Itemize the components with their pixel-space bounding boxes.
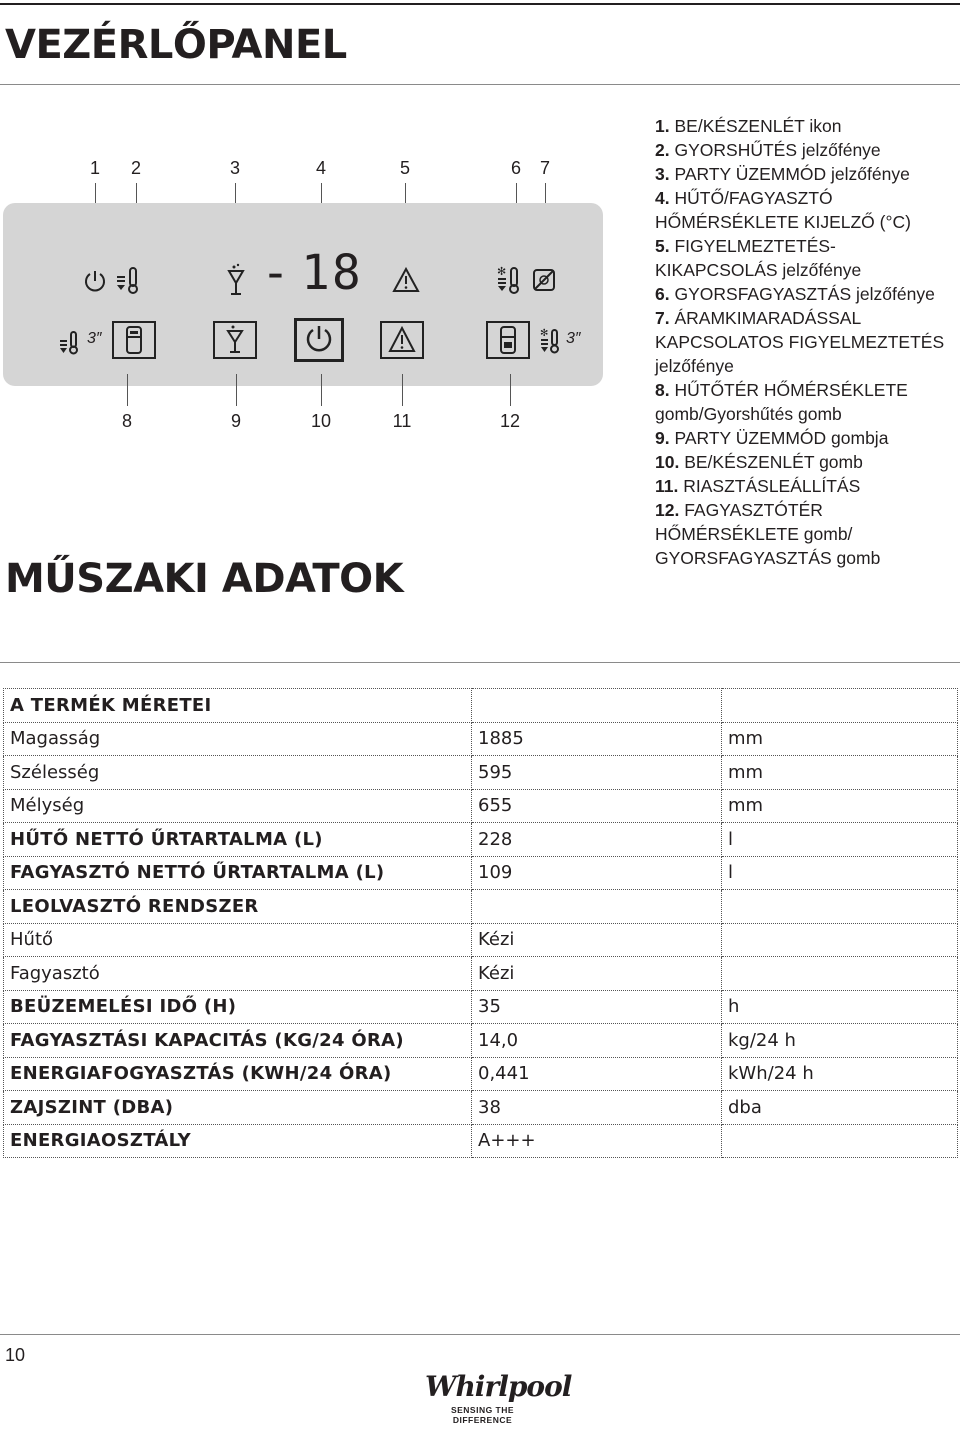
table-row bbox=[4, 722, 958, 756]
table-row bbox=[4, 923, 958, 957]
table-row bbox=[4, 856, 958, 890]
callout-number-8: 8 bbox=[121, 411, 132, 431]
callout-number-2: 2 bbox=[130, 158, 141, 178]
alarm-stop-button[interactable] bbox=[380, 321, 424, 359]
fast-cool-icon bbox=[115, 265, 145, 295]
power-icon bbox=[83, 269, 107, 293]
party-glass-icon bbox=[225, 263, 247, 297]
leader-line-8 bbox=[127, 374, 128, 406]
spec-value: 1885 bbox=[472, 722, 722, 756]
table-row bbox=[4, 789, 958, 823]
legend-item: 3. PARTY ÜZEMMÓD jelzőfénye bbox=[655, 164, 910, 184]
spec-unit: kWh/24 h bbox=[722, 1057, 958, 1091]
legend-item: 7. ÁRAMKIMARADÁSSAL KAPCSOLATOS FIGYELMEZTETÉS jelzőfénye bbox=[655, 308, 945, 376]
spec-label: FAGYASZTÁSI KAPACITÁS (KG/24 ÓRA) bbox=[4, 1024, 472, 1058]
temperature-display: 18 bbox=[301, 245, 363, 301]
spec-label: ENERGIAFOGYASZTÁS (KWH/24 ÓRA) bbox=[4, 1057, 472, 1091]
spec-label: HŰTŐ NETTÓ ŰRTARTALMA (L) bbox=[4, 823, 472, 857]
spec-value bbox=[472, 689, 722, 723]
spec-value bbox=[472, 890, 722, 924]
control-panel-heading: VEZÉRLŐPANEL bbox=[5, 22, 347, 68]
spec-unit bbox=[722, 689, 958, 723]
power-standby-button[interactable] bbox=[294, 318, 344, 362]
spec-unit bbox=[722, 890, 958, 924]
table-row bbox=[4, 823, 958, 857]
spec-unit: dba bbox=[722, 1091, 958, 1125]
legend-item: 4. HŰTŐ/FAGYASZTÓ HŐMÉRSÉKLETE KIJELZŐ (°C) bbox=[655, 188, 911, 232]
control-panel bbox=[3, 203, 603, 386]
legend-item: 10. BE/KÉSZENLÉT gomb bbox=[655, 452, 863, 472]
callout-number-11: 11 bbox=[392, 411, 412, 431]
callout-number-5: 5 bbox=[399, 158, 410, 178]
table-row bbox=[4, 957, 958, 991]
spec-value: 595 bbox=[472, 756, 722, 790]
spec-value: A+++ bbox=[472, 1124, 722, 1158]
spec-unit: mm bbox=[722, 756, 958, 790]
page-number: 10 bbox=[5, 1345, 26, 1365]
table-row bbox=[4, 990, 958, 1024]
panel-legend bbox=[655, 114, 955, 570]
whirlpool-logo bbox=[425, 1370, 572, 1425]
temperature-display-dash: - bbox=[261, 245, 292, 301]
heading-rule bbox=[0, 84, 960, 85]
legend-item: 6. GYORSFAGYASZTÁS jelzőfénye bbox=[655, 284, 935, 304]
spec-value: 35 bbox=[472, 990, 722, 1024]
spec-value: Kézi bbox=[472, 957, 722, 991]
spec-unit bbox=[722, 1124, 958, 1158]
leader-line-10 bbox=[321, 374, 322, 406]
legend-item: 1. BE/KÉSZENLÉT ikon bbox=[655, 116, 842, 136]
leader-line-9 bbox=[236, 374, 237, 406]
callout-number-9: 9 bbox=[230, 411, 241, 431]
party-mode-button[interactable] bbox=[213, 321, 257, 359]
table-row bbox=[4, 1057, 958, 1091]
spec-label: A TERMÉK MÉRETEI bbox=[4, 689, 472, 723]
spec-label: Magasság bbox=[4, 722, 472, 756]
freezer-timer-label: 3″ bbox=[566, 330, 581, 347]
spec-value: 38 bbox=[472, 1091, 722, 1125]
legend-item: 8. HŰTŐTÉR HŐMÉRSÉKLETE gomb/Gyorshűtés gomb bbox=[655, 380, 908, 424]
fridge-timer-icon bbox=[59, 329, 85, 355]
legend-item: 2. GYORSHŰTÉS jelzőfénye bbox=[655, 140, 881, 160]
spec-label: Hűtő bbox=[4, 923, 472, 957]
table-row bbox=[4, 1124, 958, 1158]
legend-item: 9. PARTY ÜZEMMÓD gombja bbox=[655, 428, 889, 448]
spec-label: LEOLVASZTÓ RENDSZER bbox=[4, 890, 472, 924]
legend-item: 5. FIGYELMEZTETÉS-KIKAPCSOLÁS jelzőfénye bbox=[655, 236, 862, 280]
technical-data-heading: MŰSZAKI ADATOK bbox=[5, 556, 404, 602]
spec-unit: mm bbox=[722, 789, 958, 823]
table-row bbox=[4, 1091, 958, 1125]
spec-label: FAGYASZTÓ NETTÓ ŰRTARTALMA (L) bbox=[4, 856, 472, 890]
svg-text:✻: ✻ bbox=[540, 328, 549, 339]
fast-freeze-icon bbox=[496, 265, 526, 295]
spec-unit: l bbox=[722, 823, 958, 857]
power-failure-icon bbox=[532, 268, 556, 292]
spec-value: 0,441 bbox=[472, 1057, 722, 1091]
callout-number-3: 3 bbox=[229, 158, 240, 178]
top-rule bbox=[0, 3, 960, 5]
spec-value: 655 bbox=[472, 789, 722, 823]
table-row bbox=[4, 756, 958, 790]
logo-tagline: SENSING THE DIFFERENCE bbox=[450, 1405, 515, 1425]
table-row bbox=[4, 1024, 958, 1058]
fridge-temperature-button[interactable] bbox=[112, 321, 156, 359]
callout-number-6: 6 bbox=[510, 158, 521, 178]
section-rule bbox=[0, 662, 960, 663]
freezer-temperature-button[interactable] bbox=[486, 321, 530, 359]
spec-value: 14,0 bbox=[472, 1024, 722, 1058]
spec-table bbox=[3, 688, 958, 1158]
svg-text:✻: ✻ bbox=[497, 265, 507, 278]
spec-label: ENERGIAOSZTÁLY bbox=[4, 1124, 472, 1158]
callout-number-12: 12 bbox=[499, 411, 521, 431]
spec-unit: l bbox=[722, 856, 958, 890]
callout-number-7: 7 bbox=[539, 158, 550, 178]
spec-unit: h bbox=[722, 990, 958, 1024]
spec-unit bbox=[722, 923, 958, 957]
callout-number-10: 10 bbox=[310, 411, 332, 431]
table-row bbox=[4, 689, 958, 723]
freezer-timer-icon bbox=[540, 327, 566, 355]
footer-rule bbox=[0, 1334, 960, 1335]
leader-line-12 bbox=[510, 374, 511, 406]
spec-label: Fagyasztó bbox=[4, 957, 472, 991]
spec-unit bbox=[722, 957, 958, 991]
spec-unit: kg/24 h bbox=[722, 1024, 958, 1058]
spec-unit: mm bbox=[722, 722, 958, 756]
fridge-timer-label: 3″ bbox=[87, 330, 102, 347]
spec-label: Mélység bbox=[4, 789, 472, 823]
spec-label: Szélesség bbox=[4, 756, 472, 790]
legend-item: 11. RIASZTÁSLEÁLLÍTÁS bbox=[655, 476, 861, 496]
table-row bbox=[4, 890, 958, 924]
legend-item: 12. FAGYASZTÓTÉR HŐMÉRSÉKLETE gomb/ GYORSFAGYASZTÁS gomb bbox=[655, 500, 881, 568]
leader-line-11 bbox=[402, 374, 403, 406]
spec-value: Kézi bbox=[472, 923, 722, 957]
callout-number-4: 4 bbox=[315, 158, 326, 178]
spec-value: 228 bbox=[472, 823, 722, 857]
spec-value: 109 bbox=[472, 856, 722, 890]
spec-label: BEÜZEMELÉSI IDŐ (H) bbox=[4, 990, 472, 1024]
spec-label: ZAJSZINT (DBA) bbox=[4, 1091, 472, 1125]
warning-indicator-icon bbox=[392, 267, 420, 293]
callout-number-1: 1 bbox=[89, 158, 100, 178]
logo-wordmark: Whirlpool bbox=[425, 1370, 572, 1403]
